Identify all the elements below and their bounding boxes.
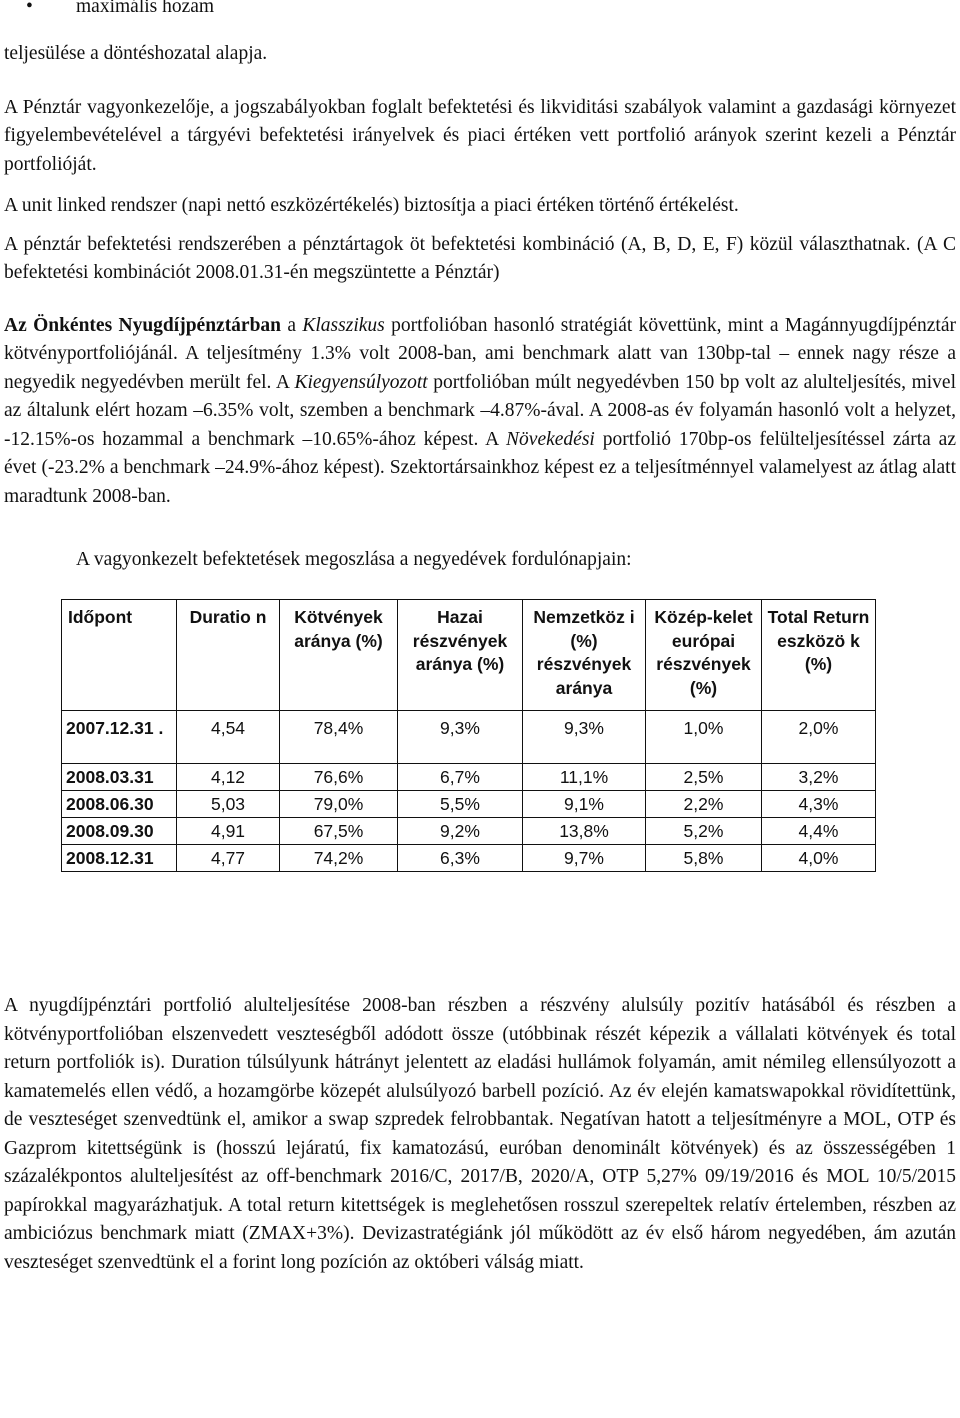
table-row xyxy=(62,845,876,872)
cell-date: 2008.03.31 xyxy=(62,764,177,791)
cell-bonds: 78,4% xyxy=(280,711,398,764)
cell-international-equity: 9,3% xyxy=(523,711,646,764)
cell-duration: 4,91 xyxy=(177,818,280,845)
paragraph-performance xyxy=(4,312,956,512)
fund-name-bold: Az Önkéntes Nyugdíjpénztárban xyxy=(4,314,282,336)
allocation-table-wrapper xyxy=(61,599,956,872)
cell-international-equity: 13,8% xyxy=(523,818,646,845)
header-cee-equity: Közép-kelet európai részvények (%) xyxy=(646,600,762,711)
table-row xyxy=(62,791,876,818)
header-international-equity: Nemzetköz i (%) részvények aránya xyxy=(523,600,646,711)
bullet-item xyxy=(4,0,956,18)
text-segment: a xyxy=(281,314,303,336)
cell-bonds: 74,2% xyxy=(280,845,398,872)
cell-cee-equity: 2,2% xyxy=(646,791,762,818)
text-segment: portfolió 170bp-os felülteljesítéssel zárta az évet (-23.2% a benchmark –24.9%-ához képest). Szektortársainkhoz képest ez a teljesítménnyel valamelyest az átlag alatt maradtunk 2008-ban. xyxy=(4,428,956,507)
table-header-row xyxy=(62,600,876,711)
portfolio-name-balanced: Kiegyensúlyozott xyxy=(294,371,428,393)
cell-cee-equity: 2,5% xyxy=(646,764,762,791)
table-caption: A vagyonkezelt befektetések megoszlása a negyedévek fordulónapjain: xyxy=(76,549,632,570)
cell-total-return: 4,4% xyxy=(762,818,876,845)
cell-bonds: 67,5% xyxy=(280,818,398,845)
cell-domestic-equity: 9,2% xyxy=(398,818,523,845)
header-domestic-equity: Hazai részvények aránya (%) xyxy=(398,600,523,711)
cell-total-return: 3,2% xyxy=(762,764,876,791)
table-row xyxy=(62,818,876,845)
header-bonds: Kötvények aránya (%) xyxy=(280,600,398,711)
cell-date: 2008.09.30 xyxy=(62,818,177,845)
allocation-table xyxy=(61,599,876,872)
paragraph-portfolio-management: A Pénztár vagyonkezelője, a jogszabályokban foglalt befektetési és likviditási szabályok valamint a gazdasági környezet figyelembevételével a tárgyévi befektetési irányelvek és piaci értéken vett portfolió arányok szerint kezeli a Pénztár portfolióját. xyxy=(4,96,956,175)
cell-domestic-equity: 6,7% xyxy=(398,764,523,791)
portfolio-name-growth: Növekedési xyxy=(506,428,595,450)
cell-cee-equity: 5,8% xyxy=(646,845,762,872)
header-duration: Duratio n xyxy=(177,600,280,711)
cell-domestic-equity: 6,3% xyxy=(398,845,523,872)
cell-date: 2007.12.31 . xyxy=(62,711,177,764)
cell-domestic-equity: 5,5% xyxy=(398,791,523,818)
cell-bonds: 79,0% xyxy=(280,791,398,818)
document-page xyxy=(4,0,956,1277)
bullet-text: maximális hozam xyxy=(76,0,215,17)
text-segment: portfolióban hasonló stratégiát követtünk, mint a Magánnyugdíjpénztár kötvényportfoliójánál. A teljesítmény 1.3% volt 2008-ban, ami benchmark alatt van 130bp-tal – ennek nagy része a negyedik negyedévben merült fel. A xyxy=(4,314,957,393)
portfolio-name-classic: Klasszikus xyxy=(302,314,385,336)
cell-international-equity: 11,1% xyxy=(523,764,646,791)
cell-duration: 5,03 xyxy=(177,791,280,818)
cell-date: 2008.12.31 xyxy=(62,845,177,872)
cell-duration: 4,77 xyxy=(177,845,280,872)
cell-duration: 4,54 xyxy=(177,711,280,764)
cell-total-return: 2,0% xyxy=(762,711,876,764)
cell-international-equity: 9,1% xyxy=(523,791,646,818)
intro-line: teljesülése a döntéshozatal alapja. xyxy=(4,43,268,64)
cell-bonds: 76,6% xyxy=(280,764,398,791)
paragraph-investment-choices: A pénztár befektetési rendszerében a pénztártagok öt befektetési kombináció (A, B, D, E, F) közül választhatnak. (A C befektetési kombinációt 2008.01.31-én megszüntette a Pénztár) xyxy=(4,233,956,283)
paragraph-unit-linked: A unit linked rendszer (napi nettó eszközértékelés) biztosítja a piaci értéken történő értékelést. xyxy=(4,195,739,216)
text-segment: portfolióban múlt negyedévben 150 bp volt az alulteljesítés, mivel az általunk elért hozam –6.35% volt, szemben a benchmark –4.87%-ával. A 2008-as év folyamán hasonló volt a helyzet, -12.15%-os hozammal a benchmark –10.65%-ához képest. A xyxy=(4,371,956,450)
cell-international-equity: 9,7% xyxy=(523,845,646,872)
cell-cee-equity: 5,2% xyxy=(646,818,762,845)
table-row xyxy=(62,711,876,764)
cell-total-return: 4,3% xyxy=(762,791,876,818)
cell-total-return: 4,0% xyxy=(762,845,876,872)
cell-date: 2008.06.30 xyxy=(62,791,177,818)
header-total-return: Total Return eszközö k (%) xyxy=(762,600,876,711)
header-date: Időpont xyxy=(62,600,177,711)
bullet-icon: • xyxy=(26,0,33,17)
cell-domestic-equity: 9,3% xyxy=(398,711,523,764)
paragraph-underperformance: A nyugdíjpénztári portfolió alulteljesítése 2008-ban részben a részvény alulsúly pozitív hatásából és részben a kötvényportfolióban elszenvedett veszteségből adódott össze (utóbbinak részét képezik a vállalati kötvények és total return portfoliók is). Duration túlsúlyunk hátrányt jelentett az eladási hullámok folyamán, amit némileg ellensúlyozott a kamatemelés ellen védő, a hozamgörbe közepét alulsúlyozó barbell pozíció. Az év elején kamatswapokkal rövidítettünk, de veszteséget szenvedtünk el, amikor a swap szpredek felrobbantak. Negatívan hatott a teljesítményre a MOL, OTP és Gazprom kitettségünk is (hosszú lejáratú, fix kamatozású, euróban denominált kötvények) és az összességében 1 százalékpontos alulteljesítést az off-benchmark 2016/C, 2017/B, 2020/A, OTP 5,27% 09/19/2016 és MOL 10/5/2015 papírokkal magyarázhatjuk. A total return kitettségek is meglehetősen rosszul szerepeltek relatív értelemben, részben az ambiciózus benchmark miatt (ZMAX+3%). Devizastratégiánk jól működött az év első három negyedében, ám azután veszteséget szenvedtünk el a forint long pozíción az októberi válság miatt. xyxy=(4,995,956,1273)
cell-cee-equity: 1,0% xyxy=(646,711,762,764)
cell-duration: 4,12 xyxy=(177,764,280,791)
table-row xyxy=(62,764,876,791)
